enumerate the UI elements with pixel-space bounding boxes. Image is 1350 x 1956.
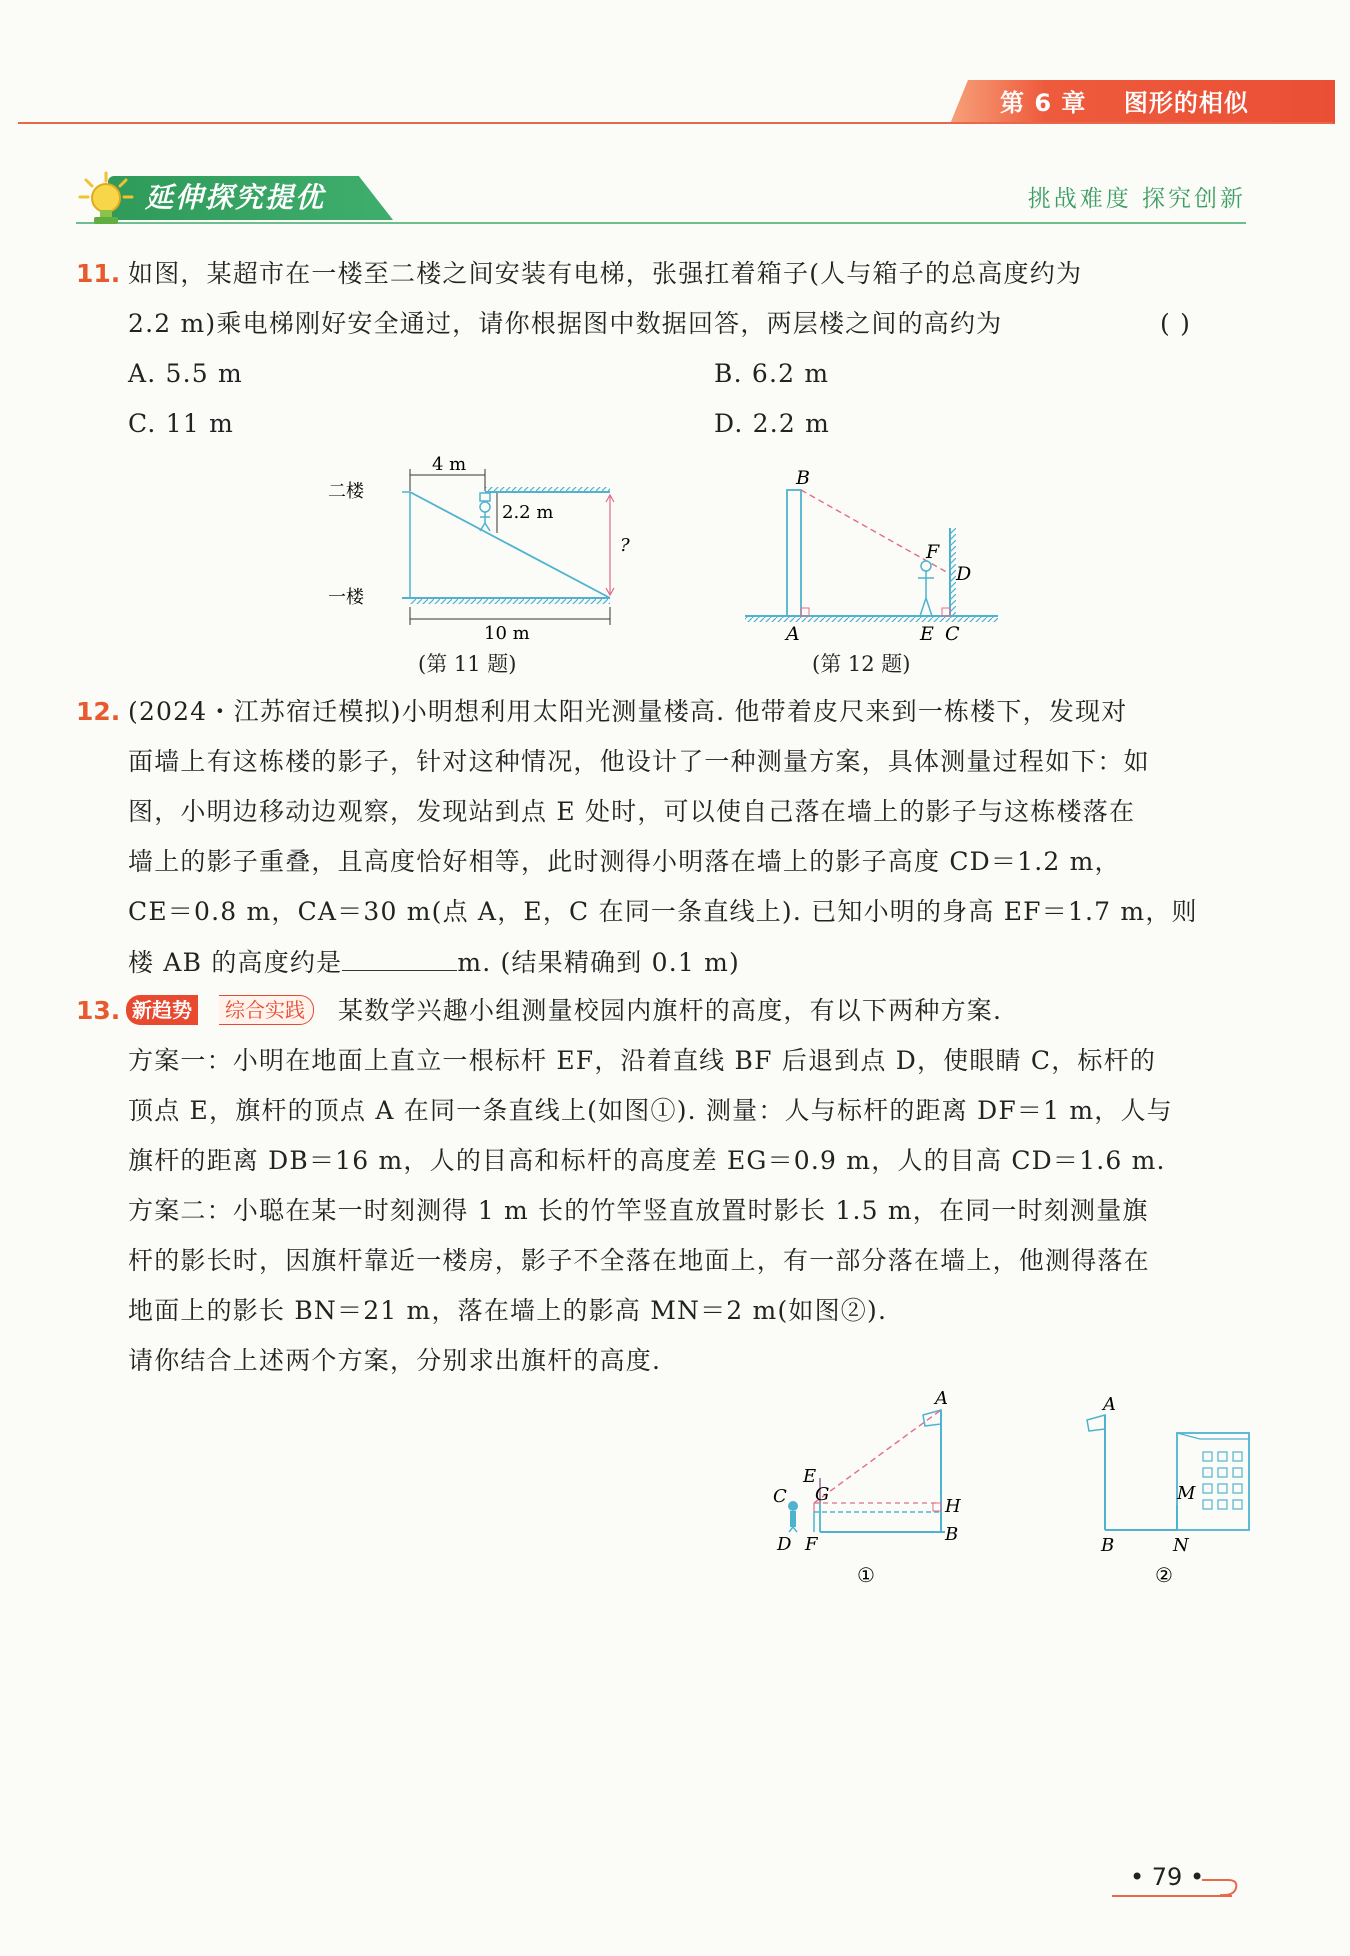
label-A: A [786, 623, 800, 645]
label-N: N [1173, 1535, 1189, 1556]
label-person: 2.2 m [502, 502, 554, 523]
label-10m: 10 m [484, 623, 530, 644]
section-subtitle: 挑战难度 探究创新 [1027, 186, 1246, 212]
question-text: 杆的影长时，因旗杆靠近一楼房，影子不全落在地面上，有一部分落在墙上，他测得落在 [128, 1246, 1150, 1275]
figure-caption: ② [1155, 1563, 1173, 1587]
label-F: F [926, 541, 940, 563]
label-A: A [935, 1390, 948, 1409]
label-E: E [920, 623, 934, 645]
question-text: 请你结合上述两个方案，分别求出旗杆的高度. [128, 1346, 662, 1375]
figure-11 [320, 455, 630, 645]
figure-13-2 [1075, 1395, 1260, 1590]
label-A: A [1103, 1395, 1116, 1415]
option-b[interactable]: B. 6.2 m [714, 359, 830, 388]
page-number: • 79 • [1130, 1863, 1205, 1891]
label-F: F [805, 1534, 818, 1555]
question-text: (2024・江苏宿迁模拟)小明想利用太阳光测量楼高. 他带着皮尺来到一栋楼下，发现对 [128, 697, 1128, 726]
label-G: G [815, 1484, 830, 1505]
trend-badge: 新趋势 [126, 995, 198, 1025]
question-text: CE＝0.8 m，CA＝30 m(点 A，E，C 在同一条直线上). 已知小明的身高 EF＝1.7 m，则 [128, 897, 1198, 926]
option-c[interactable]: C. 11 m [128, 409, 234, 438]
chapter-title: 第 6 章 图形的相似 [1000, 89, 1249, 117]
question-text: 面墙上有这栋楼的影子，针对这种情况，他设计了一种测量方案，具体测量过程如下：如 [128, 747, 1150, 776]
question-number: 11. [76, 259, 121, 288]
figure-caption: (第 12 题) [812, 652, 911, 676]
question-text: 旗杆的距离 DB＝16 m，人的目高和标杆的高度差 EG＝0.9 m，人的目高 CD＝1.6 m. [128, 1146, 1166, 1175]
figure-caption: ① [857, 1563, 875, 1587]
banner-rule [76, 222, 1246, 224]
label-H: H [945, 1496, 961, 1517]
curl-icon [1200, 1872, 1240, 1898]
label-C: C [773, 1486, 787, 1507]
option-d[interactable]: D. 2.2 m [714, 409, 831, 438]
question-text: 2.2 m)乘电梯刚好安全通过，请你根据图中数据回答，两层楼之间的高约为 [128, 309, 1003, 338]
question-text: 如图，某超市在一楼至二楼之间安装有电梯，张强扛着箱子(人与箱子的总高度约为 [128, 259, 1083, 288]
figure-caption: (第 11 题) [418, 652, 517, 676]
section-title: 延伸探究提优 [145, 181, 326, 214]
option-a[interactable]: A. 5.5 m [128, 359, 243, 388]
question-text: 方案二：小聪在某一时刻测得 1 m 长的竹竿竖直放置时影长 1.5 m，在同一时刻测量旗 [128, 1196, 1149, 1225]
label-C: C [945, 623, 960, 645]
label-floor2: 二楼 [328, 481, 364, 502]
question-text: 墙上的影子重叠，且高度恰好相等，此时测得小明落在墙上的影子高度 CD＝1.2 m， [128, 847, 1121, 876]
question-number: 13. [76, 996, 121, 1025]
label-4m: 4 m [432, 455, 467, 475]
question-text: 顶点 E，旗杆的顶点 A 在同一条直线上(如图①). 测量：人与标杆的距离 DF＝1 m，人与 [128, 1096, 1173, 1125]
question-text: 某数学兴趣小组测量校园内旗杆的高度，有以下两种方案. [338, 996, 1003, 1025]
label-D: D [777, 1534, 792, 1555]
figure-13-1 [765, 1390, 980, 1590]
trophy-icon [76, 170, 136, 228]
label-B: B [1101, 1535, 1115, 1556]
label-B: B [945, 1524, 959, 1545]
label-B: B [796, 468, 810, 489]
label-floor1: 一楼 [328, 587, 364, 608]
header-rule [18, 122, 1333, 124]
question-text: 图，小明边移动边观察，发现站到点 E 处时，可以使自己落在墙上的影子与这栋楼落在 [128, 797, 1136, 826]
question-text: 方案一：小明在地面上直立一根标杆 EF，沿着直线 BF 后退到点 D，使眼睛 C，标杆的 [128, 1046, 1157, 1075]
question-number: 12. [76, 697, 121, 726]
practice-badge: 综合实践 [219, 995, 314, 1025]
question-text: 地面上的影长 BN＝21 m，落在墙上的影高 MN＝2 m(如图②). [128, 1296, 888, 1325]
label-height: ? [620, 535, 630, 556]
label-M: M [1177, 1483, 1196, 1504]
label-E: E [803, 1466, 817, 1487]
question-text-last: 楼 AB 的高度约是 m. (结果精确到 0.1 m) [128, 944, 740, 981]
label-D: D [956, 563, 972, 585]
answer-blank[interactable] [342, 944, 457, 971]
figure-12 [740, 468, 1010, 648]
answer-bracket: ( ) [1160, 309, 1192, 338]
